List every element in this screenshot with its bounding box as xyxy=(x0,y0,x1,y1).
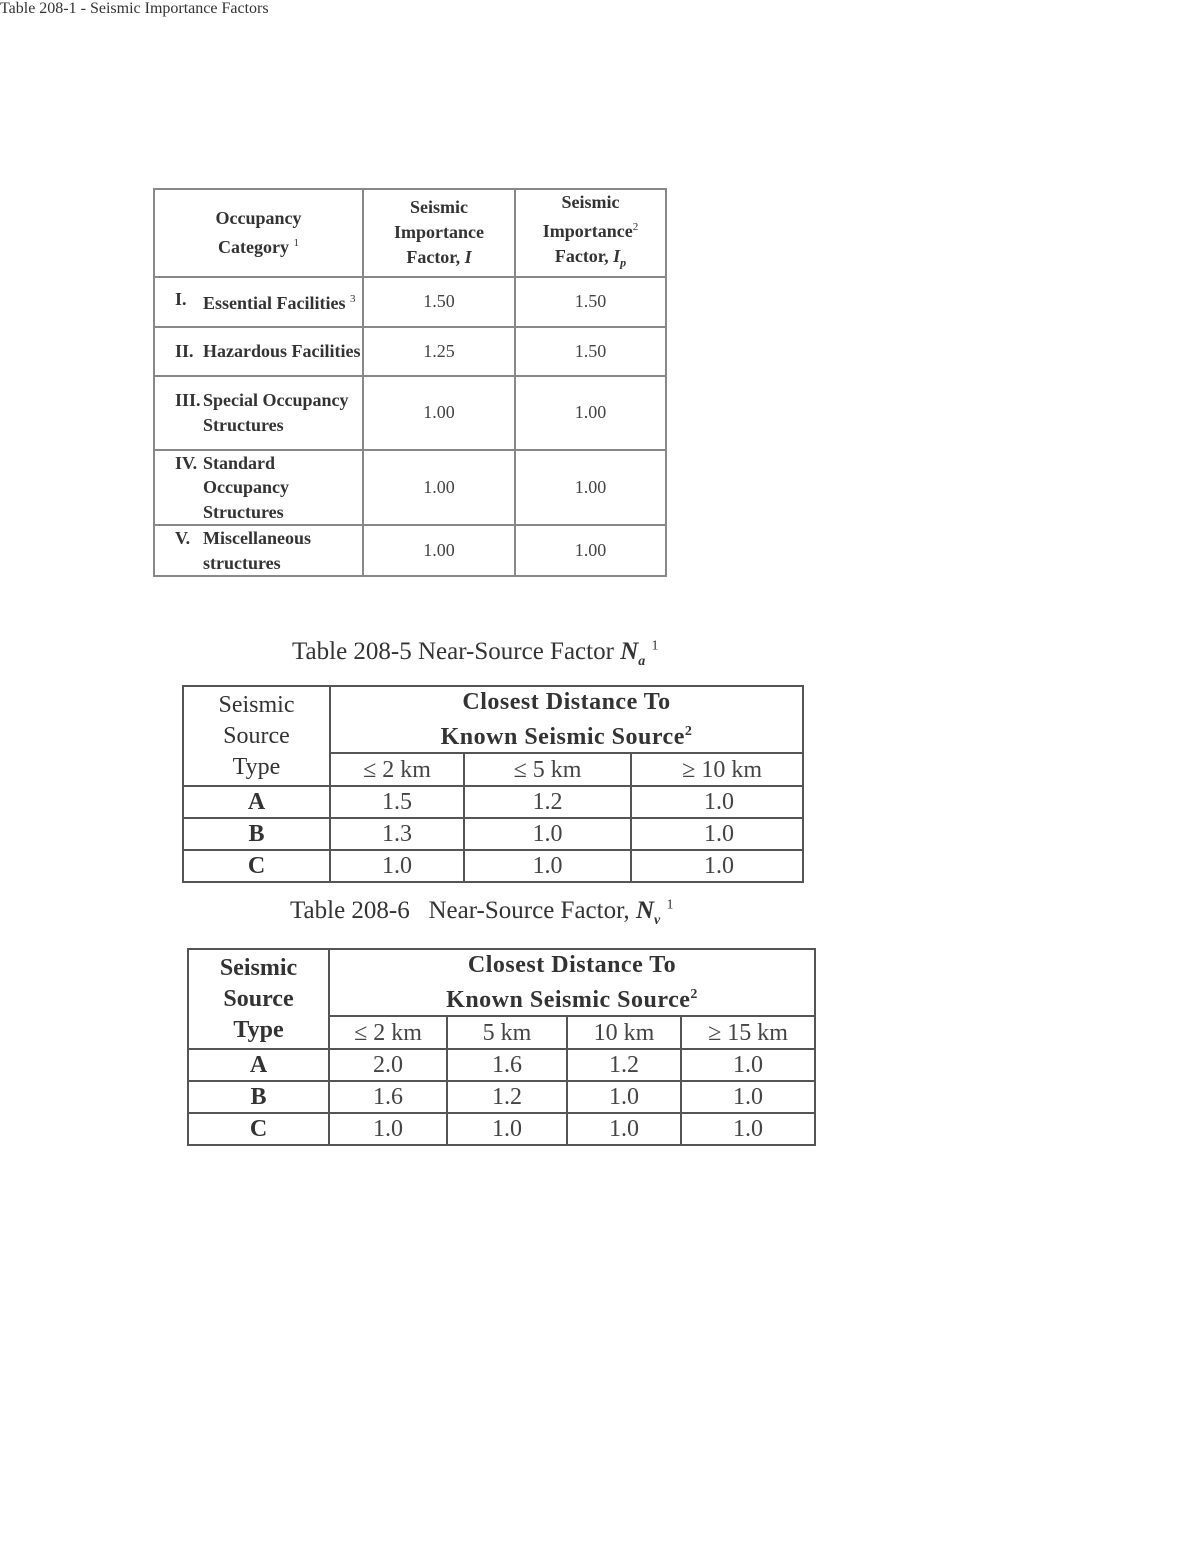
group-header-footnote: 2 xyxy=(690,987,698,1002)
factor-value: 1.6 xyxy=(329,1081,447,1113)
factor-value: 1.0 xyxy=(631,818,803,850)
closest-distance-header xyxy=(329,949,815,1016)
type-header-line3: Type xyxy=(233,1016,284,1043)
col-i-symbol: I xyxy=(464,247,472,268)
col-ip-footnote: 2 xyxy=(632,221,639,233)
seismic-importance-table xyxy=(153,188,667,577)
factor-value: 1.2 xyxy=(447,1081,567,1113)
occupancy-cell xyxy=(154,450,363,526)
occupancy-name: Essential Facilities xyxy=(203,293,346,314)
factor-value: 1.0 xyxy=(681,1113,815,1145)
factor-value: 1.0 xyxy=(447,1113,567,1145)
table-row xyxy=(183,850,803,882)
source-type-header xyxy=(188,949,329,1049)
factor-value: 1.0 xyxy=(464,818,631,850)
table6-caption-symbol: N xyxy=(635,897,654,924)
group-header-line1: Closest Distance To xyxy=(467,952,677,978)
table-row xyxy=(188,1049,815,1081)
distance-header: ≤ 2 km xyxy=(330,753,464,786)
col-i-line1: Seismic xyxy=(410,197,468,218)
factor-value: 1.0 xyxy=(330,850,464,882)
type-header-line3: Type xyxy=(232,753,281,780)
source-type-cell: B xyxy=(188,1081,329,1113)
source-type-cell: A xyxy=(188,1049,329,1081)
near-source-factor-na-table xyxy=(182,685,804,883)
col-i-line2: Importance xyxy=(394,222,484,243)
col-ip-subscript: p xyxy=(620,255,627,270)
occupancy-name: Hazardous Facilities xyxy=(203,340,361,361)
table-row xyxy=(154,450,666,526)
col-ip-line1: Seismic xyxy=(561,192,620,212)
importance-factor-header xyxy=(363,189,515,277)
distance-header: 5 km xyxy=(447,1016,567,1049)
closest-distance-header xyxy=(330,686,803,753)
factor-value: 1.3 xyxy=(330,818,464,850)
group-header-line1: Closest Distance To xyxy=(462,689,671,715)
factor-value: 1.0 xyxy=(464,850,631,882)
table1-caption: Table 208-1 - Seismic Importance Factors xyxy=(0,0,269,17)
distance-header: 10 km xyxy=(567,1016,681,1049)
factor-value: 1.0 xyxy=(631,786,803,818)
table6-caption-footnote: 1 xyxy=(666,897,674,913)
distance-header: ≤ 2 km xyxy=(329,1016,447,1049)
importance-value: 1.25 xyxy=(363,327,515,376)
occupancy-cell xyxy=(154,277,363,327)
table5-caption-text: Table 208-5 Near-Source Factor xyxy=(292,638,614,665)
group-header-line2: Known Seismic Source xyxy=(440,724,685,750)
factor-value: 1.0 xyxy=(681,1081,815,1113)
table-row xyxy=(154,327,666,376)
row-numeral: IV. xyxy=(175,452,198,473)
table-row xyxy=(183,818,803,850)
category-label: Category xyxy=(218,236,289,257)
type-header-line1: Seismic xyxy=(219,954,298,981)
importance-factor-ip-header xyxy=(515,189,666,277)
row-numeral: V. xyxy=(175,528,191,549)
importance-value: 1.00 xyxy=(363,376,515,450)
importance-ip-value: 1.50 xyxy=(515,327,666,376)
factor-value: 2.0 xyxy=(329,1049,447,1081)
row-numeral: I. xyxy=(175,289,187,310)
table-row xyxy=(188,1113,815,1145)
table1-header-row xyxy=(154,189,666,277)
occupancy-name: Miscellaneous structures xyxy=(203,528,311,573)
col-ip-line3: Factor, xyxy=(554,246,609,266)
importance-ip-value: 1.00 xyxy=(515,450,666,526)
group-header-line2: Known Seismic Source xyxy=(446,987,691,1013)
type-header-line2: Source xyxy=(223,722,290,749)
table5-caption-symbol: N xyxy=(620,638,639,665)
row-numeral: III. xyxy=(175,390,201,411)
importance-value: 1.00 xyxy=(363,450,515,526)
col-ip-line2: Importance xyxy=(542,221,633,241)
occupancy-cell xyxy=(154,525,363,576)
importance-value: 1.00 xyxy=(363,525,515,576)
source-type-cell: C xyxy=(188,1113,329,1145)
table-row xyxy=(154,376,666,450)
near-source-factor-nv-table xyxy=(187,948,816,1146)
group-header-footnote: 2 xyxy=(684,724,693,739)
table6-caption-text: Table 208-6 Near-Source Factor, xyxy=(290,897,630,924)
table6-caption-subscript: v xyxy=(654,913,661,928)
factor-value: 1.0 xyxy=(329,1113,447,1145)
table5-caption-subscript: a xyxy=(638,654,646,669)
table6-group-header-row xyxy=(188,949,815,1016)
factor-value: 1.0 xyxy=(567,1113,681,1145)
factor-value: 1.5 xyxy=(330,786,464,818)
col-ip-symbol: I xyxy=(613,246,621,266)
occupancy-name: Standard Occupancy Structures xyxy=(203,452,290,522)
row-numeral: II. xyxy=(175,340,194,361)
table-row xyxy=(188,1081,815,1113)
table5-caption xyxy=(292,638,659,670)
distance-header: ≥ 10 km xyxy=(631,753,803,786)
table5-caption-footnote: 1 xyxy=(651,638,659,654)
type-header-line2: Source xyxy=(223,985,294,1012)
table5-group-header-row xyxy=(183,686,803,753)
type-header-line1: Seismic xyxy=(218,691,295,718)
table-row xyxy=(154,277,666,327)
source-type-cell: B xyxy=(183,818,330,850)
source-type-cell: A xyxy=(183,786,330,818)
occupancy-label: Occupancy xyxy=(215,207,302,228)
occupancy-category-header xyxy=(154,189,363,277)
importance-ip-value: 1.00 xyxy=(515,525,666,576)
occupancy-footnote: 3 xyxy=(350,293,356,306)
distance-header: ≥ 15 km xyxy=(681,1016,815,1049)
factor-value: 1.6 xyxy=(447,1049,567,1081)
importance-ip-value: 1.00 xyxy=(515,376,666,450)
col-i-line3: Factor, xyxy=(406,247,461,268)
occupancy-cell xyxy=(154,376,363,450)
table6-caption xyxy=(290,897,673,929)
source-type-header xyxy=(183,686,330,786)
category-footnote: 1 xyxy=(293,236,299,249)
source-type-cell: C xyxy=(183,850,330,882)
factor-value: 1.0 xyxy=(631,850,803,882)
factor-value: 1.2 xyxy=(567,1049,681,1081)
factor-value: 1.0 xyxy=(567,1081,681,1113)
table-row xyxy=(154,525,666,576)
factor-value: 1.2 xyxy=(464,786,631,818)
factor-value: 1.0 xyxy=(681,1049,815,1081)
importance-value: 1.50 xyxy=(363,277,515,327)
table-row xyxy=(183,786,803,818)
importance-ip-value: 1.50 xyxy=(515,277,666,327)
occupancy-cell xyxy=(154,327,363,376)
occupancy-name: Special Occupancy Structures xyxy=(203,390,349,435)
distance-header: ≤ 5 km xyxy=(464,753,631,786)
